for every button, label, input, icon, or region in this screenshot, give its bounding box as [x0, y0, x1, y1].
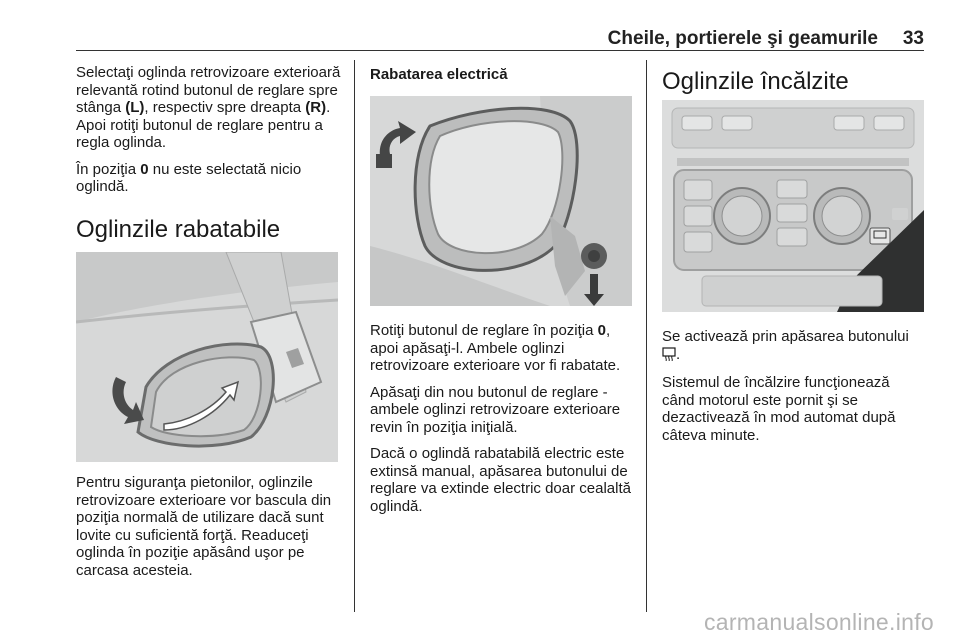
- header-rule: [76, 50, 924, 51]
- page-number: 33: [902, 28, 924, 49]
- column-divider-1: [354, 60, 355, 612]
- heated-mirror-button-illustration: [662, 100, 924, 312]
- column-divider-2: [646, 60, 647, 612]
- electric-folding-illustration: [370, 96, 632, 306]
- heated-mirror-icon: [662, 347, 676, 366]
- heading-folding-mirrors: Oglinzile rabatabile: [76, 215, 281, 243]
- col1-paragraph-1: Selectaţi oglinda retrovizoare exterioară relevantă rotind butonul de reglare spre stânga (L), respectiv spre dreapta (R). Apoi rotiţi butonul de reglare pentru a regla oglinda.: [76, 64, 341, 151]
- heading-electric-folding: Rabatarea electrică: [370, 66, 508, 83]
- col2-paragraph-1: Rotiţi butonul de reglare în poziţia 0, apoi apăsaţi-l. Ambele oglinzi retrovizoare exterioare vor fi rabatate.: [370, 322, 621, 374]
- col1-paragraph-2: În poziţia 0 nu este selectată nicio oglindă.: [76, 160, 302, 195]
- col3-paragraph-1: Se activează prin apăsarea butonului .: [662, 328, 924, 365]
- col2-paragraph-2: Apăsaţi din nou butonul de reglare - ambele oglinzi retrovizoare exterioare revin în poziţia iniţială.: [370, 383, 621, 436]
- page-header: [0, 28, 924, 52]
- heading-heated-mirrors: Oglinzile încălzite: [662, 68, 849, 95]
- section-title: Cheile, portierele şi geamurile: [607, 28, 878, 49]
- col1-paragraph-3: Pentru siguranţa pietonilor, oglinzile retrovizoare exterioare vor bascula din poziţia normală de utilizare dacă sunt lovite cu suficientă forţă. Readuceţi oglinda în poziţie apăsând uşor pe carcasa acesteia.: [76, 474, 332, 579]
- watermark: carmanualsonline.info: [703, 609, 934, 635]
- col3-paragraph-2: Sistemul de încălzire funcţionează când motorul este pornit şi se dezactivează în mod automat după câteva minute.: [662, 374, 896, 444]
- column-1: [76, 64, 344, 579]
- col2-paragraph-3: Dacă o oglindă rabatabilă electric este extinsă manual, apăsarea butonului de reglare va extinde electric doar cealaltă oglindă.: [370, 445, 631, 515]
- column-2: [370, 64, 635, 515]
- folding-mirror-illustration: [76, 252, 338, 462]
- column-3: [662, 64, 924, 444]
